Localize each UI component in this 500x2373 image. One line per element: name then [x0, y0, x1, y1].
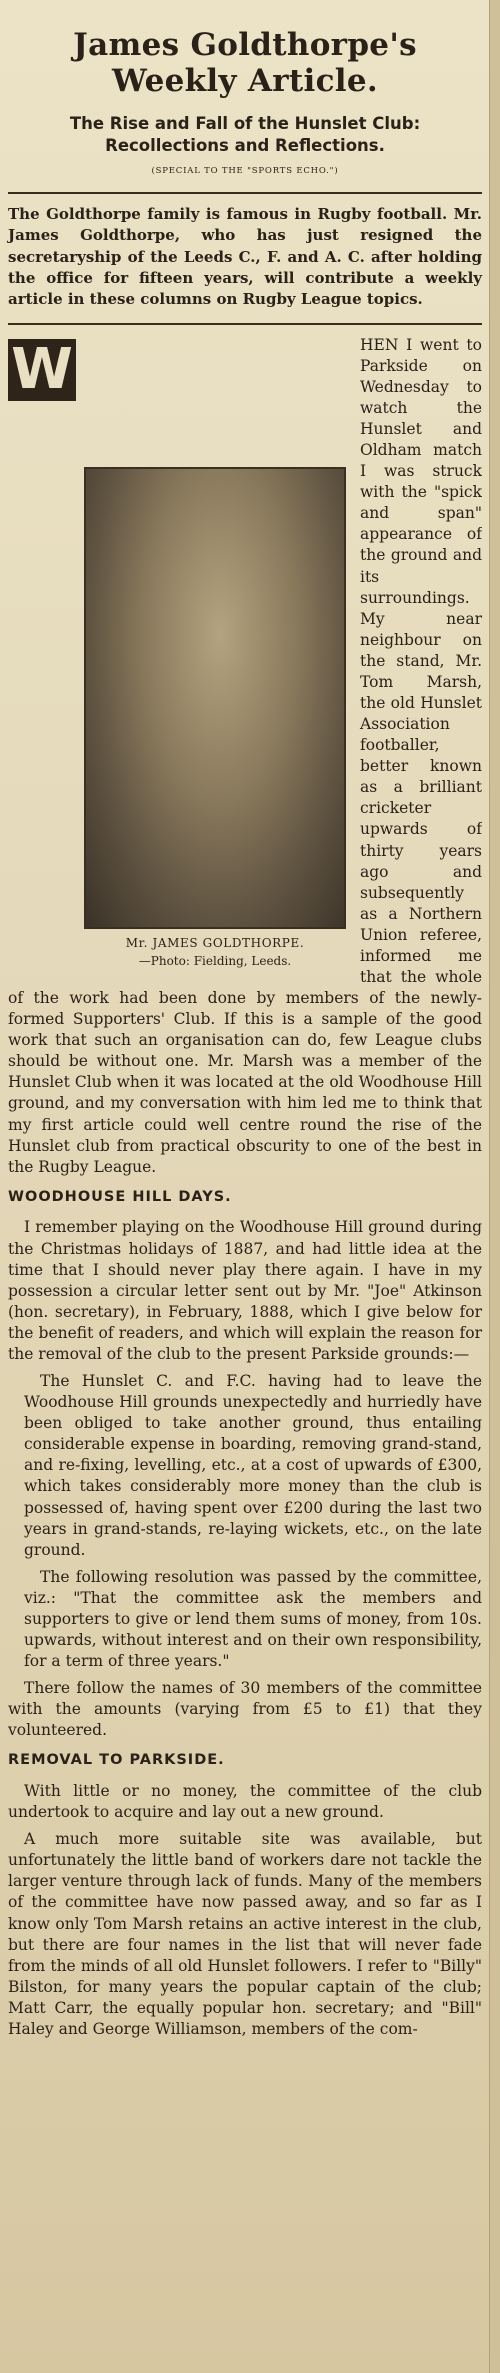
drop-cap: W [8, 339, 76, 401]
section-heading-woodhouse: WOODHOUSE HILL DAYS. [8, 1188, 232, 1205]
special-note: (SPECIAL TO THE "SPORTS ECHO.") [151, 166, 339, 177]
subheadline-line-2: Recollections and Reflections. [105, 135, 385, 155]
paragraph: I remember playing on the Woodhouse Hill ground during the Christmas holidays of 1887, and had little idea at the time that I should never play there again. I have in my possession a circular letter sent out by Mr. "Joe" Atkinson (hon. secretary), in February, 1888, which I give below for the benefit of readers, and which will explain the reason for the removal of the club to the present Parkside grounds:— [8, 1218, 482, 1363]
subheadline-line-1: The Rise and Fall of the Hunslet Club: [69, 114, 421, 134]
section-heading-parkside: REMOVAL TO PARKSIDE. [8, 1752, 225, 1769]
headline: James Goldthorpe's Weekly Article. [73, 27, 417, 99]
photo-caption-credit: —Photo: Fielding, Leeds. [138, 953, 292, 968]
intro-paragraph: The Goldthorpe family is famous in Rugby football. Mr. James Goldthorpe, who has just resigned the secretaryship of the Leeds C., F. and A. C. after holding the office for fifteen years, will contribute a weekly article in these columns on Rugby League topics. [8, 205, 482, 309]
quoted-paragraph: The following resolution was passed by the committee, viz.: "That the committee ask the members and supporters to give or lend them sums of money, from 10s. upwards, without interest and on their own responsibility, for a term of three years." [24, 1567, 482, 1671]
subheadline [8, 113, 482, 156]
article-body [8, 335, 482, 2040]
paragraph: There follow the names of 30 members of the committee with the amounts (varying from £5 to £1) that they volunteered. [8, 1679, 482, 1740]
quoted-circular [24, 1371, 482, 1672]
portrait-photo [84, 467, 346, 929]
lead-paragraph: HEN I went to Parkside on Wednesday to watch the Hunslet and Oldham match I was struck with the "spick and span" appearance of the ground and its surroundings. My near neighbour on the stand, Mr. Tom Marsh, the old Hunslet Association footballer, better known as a brilliant cricketer upwards of thirty years ago and subsequently as a Northern Union referee, informed me that the whole of the work had been done by members of the newly-formed Supporters' Club. If this is a sample of the good work that such an organisation can do, few League clubs should be without one. Mr. Marsh was a member of the Hunslet Club when it was located at the old Woodhouse Hill ground, and my conversation with him led me to think that my first article could well centre round the rise of the Hunslet club from practical obscurity to one of the best in the Rugby League. [8, 335, 482, 1176]
paragraph: A much more suitable site was available, but unfortunately the little band of workers dare not tackle the larger venture through lack of funds. Many of the members of the committee have now passed away, and so far as I know only Tom Marsh retains an active interest in the club, but there are four names in the list that will never fade from the minds of all old Hunslet followers. I refer to "Billy" Bilston, for many years the popular captain of the club; Matt Carr, the equally popular hon. secretary; and "Bill" Haley and George Williamson, members of the com- [8, 1830, 482, 2038]
photo-caption-name: Mr. JAMES GOLDTHORPE. [125, 935, 305, 950]
divider-rule [8, 323, 482, 325]
portrait-figure [84, 467, 346, 970]
paragraph: With little or no money, the committee of the club undertook to acquire and lay out a new ground. [8, 1782, 482, 1822]
lead-block [8, 335, 482, 1178]
adjacent-column-edge [489, 0, 500, 2373]
divider-rule [8, 192, 482, 194]
quoted-paragraph: The Hunslet C. and F.C. having had to leave the Woodhouse Hill grounds unexpectedly and hurriedly have been obliged to take another ground, thus entailing considerable expense in boarding, removing grand-stand, and re-fixing, levelling, etc., at a cost of upwards of £300, which takes considerably more money than the club is possessed of, having spent over £200 during the last two years in grand-stands, re-laying wickets, etc., on the late ground. [24, 1372, 482, 1559]
